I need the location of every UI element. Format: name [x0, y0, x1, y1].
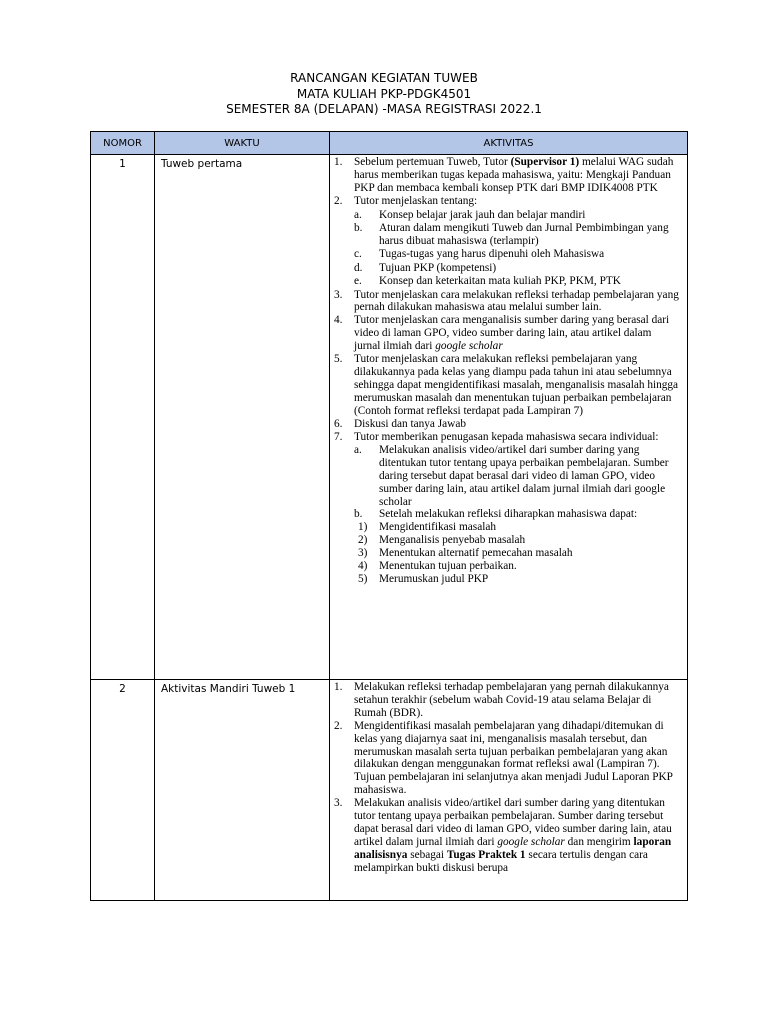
activity-subsubitem: 4) Menentukan tujuan perbaikan. [358, 560, 517, 573]
activity-subsubitem: 3) Menentukan alternatif pemecahan masalah [358, 547, 573, 560]
activity-subsubitem: 1) Mengidentifikasi masalah [358, 521, 497, 534]
activity-item: 5. Tutor menjelaskan cara melakukan refleksi pembelajaran yang dilakukannya pada kelas yang diampu pada tahun ini atau sebelumnya sehingga dapat mengidentifikasi masalah, menganalisis masalah hingga merumuskan masalah dan menentukan tujuan perbaikan pembelajaran (Contoh format refleksi terdapat pada Lampiran 7) [334, 353, 679, 417]
title-line-3: SEMESTER 8A (DELAPAN) -MASA REGISTRASI 2022.1 [226, 102, 542, 116]
activity-subsubitem: 5) Merumuskan judul PKP [358, 573, 489, 585]
activity-subsubitem: 2) Menganalisis penyebab masalah [358, 534, 526, 547]
activity-subitem: d. Tujuan PKP (kompetensi) [354, 261, 497, 274]
activity-subitem: a. Konsep belajar jarak jauh dan belajar mandiri [354, 208, 586, 221]
row-time: Tuweb pertama [155, 155, 330, 680]
table-row [91, 680, 688, 901]
activity-item: 3. Tutor menjelaskan cara melakukan refleksi terhadap pembelajaran yang pernah dilakukan mahasiswa atau melalui sumber lain. [334, 288, 679, 314]
activity-item: 2. Tutor menjelaskan tentang: [334, 195, 478, 208]
activity-item: 4. Tutor menjelaskan cara menganalisis sumber daring yang berasal dari video di laman GPO, video sumber daring lain, atau artikel dalam jurnal ilmiah dari google scholar [334, 314, 670, 353]
table-header-row [91, 132, 688, 155]
activity-item: 1. Sebelum pertemuan Tuweb, Tutor (Supervisor 1) melalui WAG sudah harus memberikan tugas kepada mahasiswa, yaitu: Mengkaji Panduan PKP dan membaca kembali konsep PTK dari BMP IDIK4008 PTK [334, 156, 674, 194]
row-activities [330, 155, 688, 680]
title-line-2: MATA KULIAH PKP-PDGK4501 [296, 86, 472, 101]
title-line-1: RANCANGAN KEGIATAN TUWEB [290, 71, 478, 85]
table-row [91, 155, 688, 680]
activity-item: 3. Melakukan analisis video/artikel dari sumber daring yang ditentukan tutor tentang upaya perbaikan pembelajaran. Sumber daring tersebut dapat berasal dari video di laman GPO, video sumber daring lain, atau artikel dalam jurnal ilmiah dari google scholar dan mengirim laporan analisisnya sebagai Tugas Praktek 1 secara tertulis dengan cara melampirkan bukti diskusi berupa [334, 797, 672, 874]
row-activities [330, 680, 688, 901]
activity-subitem: a. Melakukan analisis video/artikel dari sumber daring yang ditentukan tutor tentang upaya perbaikan pembelajaran. Sumber daring tersebut dapat berasal dari video di laman GPO, video sumber daring lain, atau artikel dalam jurnal ilmiah dari google scholar [354, 443, 669, 508]
activity-subitem: b. Aturan dalam mengikuti Tuweb dan Jurnal Pembimbingan yang harus dibuat mahasiswa (terlampir) [354, 222, 669, 247]
header-waktu: WAKTU [155, 132, 330, 155]
activity-item: 7. Tutor memberikan penugasan kepada mahasiswa secara individual: [334, 430, 659, 443]
row-time: Aktivitas Mandiri Tuweb 1 [155, 680, 330, 901]
activity-subitem: b. Setelah melakukan refleksi diharapkan mahasiswa dapat: [354, 508, 638, 521]
activity-subitem: c. Tugas-tugas yang harus dipenuhi oleh Mahasiswa [354, 248, 605, 261]
activity-item: 6. Diskusi dan tanya Jawab [334, 417, 467, 430]
activity-item: 1. Melakukan refleksi terhadap pembelajaran yang pernah dilakukannya setahun terakhir (sebelum wabah Covid-19 atau selama Belajar di Rumah (BDR). [334, 681, 669, 719]
row-number: 1 [91, 155, 155, 680]
header-aktivitas: AKTIVITAS [330, 132, 688, 155]
document-title [0, 71, 768, 118]
activity-plan-table [90, 131, 688, 901]
header-nomor: NOMOR [91, 132, 155, 155]
row-number: 2 [91, 680, 155, 901]
activity-subitem: e. Konsep dan keterkaitan mata kuliah PKP, PKM, PTK [354, 275, 621, 288]
activity-item: 2. Mengidentifikasi masalah pembelajaran yang dihadapi/ditemukan di kelas yang diajarnya saat ini, menganalisis masalah tersebut, dan merumuskan masalah serta tujuan perbaikan pembelajaran yang akan dilakukan dengan menggunakan format refleksi awal (Lampiran 7). Tujuan pembelajaran ini selanjutnya akan menjadi Judul Laporan PKP mahasiswa. [334, 719, 673, 797]
